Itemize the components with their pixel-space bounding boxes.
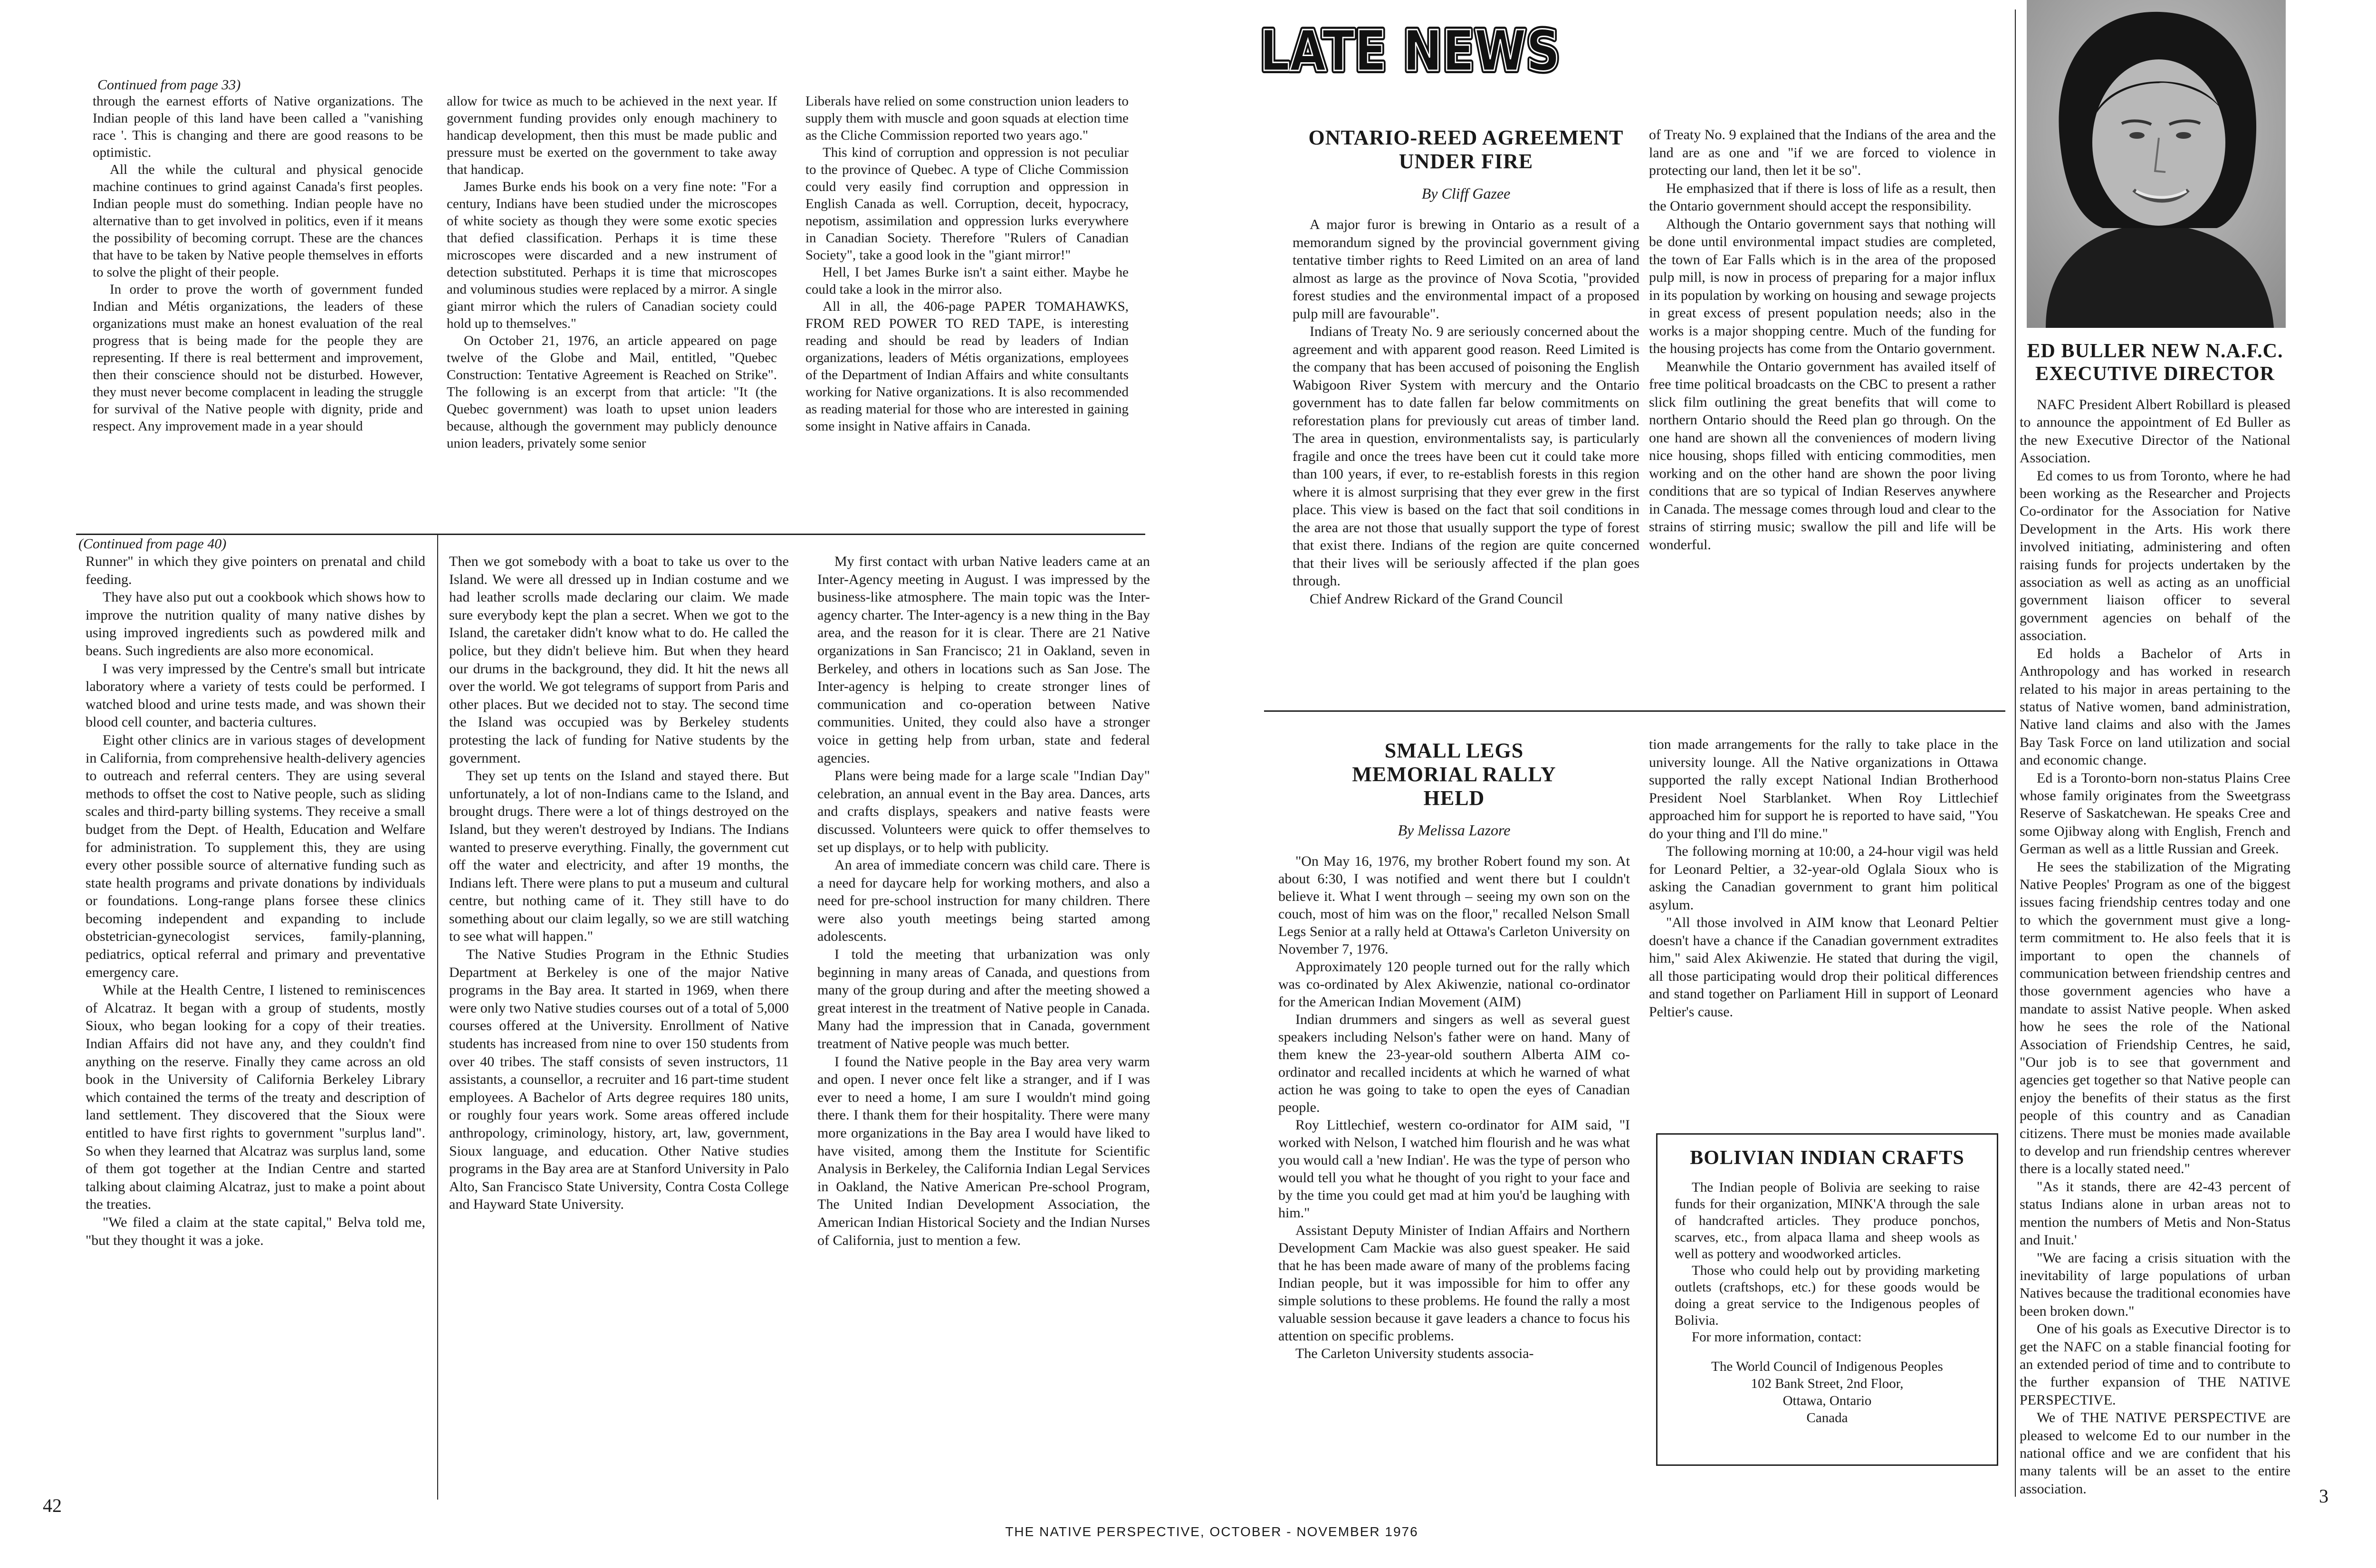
- paragraph: All the while the cultural and physical genocide machine continues to grind against Canada's first peoples. Indian people must do something. Indian people have no alternative than to get involved in politics, even if it means the possibility of becoming corrupt. These are the chances that have to be taken by Native people themselves in efforts to solve the plight of their people.: [93, 162, 423, 280]
- column-rule: [2015, 10, 2016, 1497]
- paragraph: One of his goals as Executive Director is to get the NAFC on a stable financial footing for an extended period of time and to contribute to the further expansion of THE NATIVE PERSPECTIVE.: [2020, 1321, 2290, 1408]
- headline: ED BULLER NEW N.A.F.C. EXECUTIVE DIRECTOR: [2027, 340, 2283, 385]
- article-ontario-reed: [1293, 126, 1639, 608]
- paragraph: tion made arrangements for the rally to take place in the university lounge. All the Native organizations in Ottawa supported the rally except National Indian Brotherhood President Noel Starblanket. When Roy Littlechief approached him for support he is reported to have said, "You do your thing and I'll do mine.": [1649, 736, 1998, 841]
- svg-text:LATE NEWS: LATE NEWS: [1260, 19, 1560, 81]
- article-column: [1293, 216, 1639, 608]
- article-column: [805, 93, 1129, 435]
- article-column: [1649, 126, 1996, 554]
- paragraph: Ed comes to us from Toronto, where he had been working as the Researcher and Projects Co-ordinator for the Association for Native Development in the Arts. His work there involved initiating, administering and often raising funds for projects undertaken by the association as well as acting as an unofficial government liaison officer to several government agencies on behalf of the association.: [2020, 468, 2290, 644]
- section-divider: [76, 534, 1145, 535]
- paragraph: I told the meeting that urbanization was only beginning in many areas of Canada, and questions from many of the group during and after the meeting showed a great interest in the treatment of Native people in Canada. Many had the impression that in Canada, government treatment of Native people was much better.: [817, 947, 1150, 1052]
- headline: SMALL LEGS MEMORIAL RALLY HELD: [1352, 739, 1556, 810]
- article-column: [447, 93, 777, 452]
- paragraph: The Indian people of Bolivia are seeking to raise funds for their organization, MINK'A through the sale of handcrafted articles. They produce ponchos, scarves, etc., from alpaca llama and sheep wools as well as pottery and woodworked articles.: [1675, 1180, 1980, 1262]
- section-divider: [1264, 710, 2005, 712]
- address-line: Canada: [1806, 1410, 1848, 1425]
- paragraph: "As it stands, there are 42-43 percent of status Indians alone in urban areas not to mention the numbers of Metis and Non-Status and Inuit.': [2020, 1178, 2290, 1248]
- continued-note: Continued from page 33): [97, 77, 241, 93]
- paragraph: Approximately 120 people turned out for the rally which was co-ordinated by Alex Akiwenzie, national co-ordinator for the American Indian Movement (AIM): [1278, 959, 1630, 1010]
- svg-text:LATE NEWS: LATE NEWS: [1260, 19, 1560, 81]
- paragraph: Hell, I bet James Burke isn't a saint either. Maybe he could take a look in the mirror also.: [805, 265, 1129, 297]
- paragraph: James Burke ends his book on a very fine note: "For a century, Indians have been studied under the microscopes of white society as though they were some exotic species that defied classification. Perhaps it is time these microscopes were discarded and a new instrument of detection substituted. Perhaps it is time that microscopes and voluminous studies were replaced by a mirror. A single giant mirror which the rulers of Canadian society could hold up to themselves.": [447, 179, 777, 331]
- paragraph: Indians of Treaty No. 9 are seriously concerned about the agreement and with apparent good reason. Reed Limited is the company that has been accused of poisoning the English Wabigoon River System with mercury and the Ontario government has to date fallen far below commitments on reforestation plans for previously cut areas of timber land. The area in question, environmentalists say, is particularly fragile and once the trees have been cut it could take more than 100 years, if ever, to re-establish forests in this region where it is almost surprising that they ever grew in the first place. This view is based on the fact that soil conditions in the area are not those that usually support the type of forest that exist there. Indians of the region are quite concerned that their lives will be seriously affected if the plan goes through.: [1293, 324, 1639, 589]
- paragraph: Assistant Deputy Minister of Indian Affairs and Northern Development Cam Mackie was also guest speaker. He said that he has been made aware of many of the problems facing Indian people, but it was impossible for him to offer any simple solutions to these problems. He found the rally a most valuable session because it gave leaders a chance to focus his attention on specific problems.: [1278, 1223, 1630, 1344]
- paragraph: Roy Littlechief, western co-ordinator for AIM said, "I worked with Nelson, I watched him flourish and he was what you would call a 'new Indian'. He was the type of person who would tell you what he thought of you right to your face and by the time you could get mad at him you'd be laughing with him.": [1278, 1117, 1630, 1221]
- article-ed-buller: [2020, 340, 2290, 1498]
- paragraph: They set up tents on the Island and stayed there. But unfortunately, a lot of non-Indians came to the Island, and brought drugs. There were a lot of things destroyed on the Island, but they weren't destroyed by Indians. The Indians wanted to preserve everything. Finally, the government cut off the water and electricity, and after 19 months, the Indians left. There were plans to put a museum and cultural centre, but nothing came of it. They still have to do something about our claim legally, so we are still watching to see what will happen.": [449, 768, 789, 945]
- paragraph: On October 21, 1976, an article appeared on page twelve of the Globe and Mail, entitled, "Quebec Construction: Tentative Agreement is Reached on Strike". The following is an excerpt from that article: "It (the Quebec government) was loath to upset union leaders because, although the government may publicly denounce union leaders, privately some senior: [447, 333, 777, 451]
- paragraph: "On May 16, 1976, my brother Robert found my son. At about 6:30, I was notified and went there but I couldn't believe it. What I went through – seeing my own son on the couch, most of him was on the floor," recalled Nelson Small Legs Senior at a rally held at Ottawa's Carleton University on November 7, 1976.: [1278, 853, 1630, 957]
- address-line: The World Council of Indigenous Peoples: [1711, 1359, 1943, 1374]
- address-line: Ottawa, Ontario: [1782, 1393, 1872, 1408]
- page-number: 3: [2319, 1485, 2328, 1507]
- paragraph: allow for twice as much to be achieved in the next year. If government funding provides only enough machinery to handicap development, then this must be made public and pressure must be exerted on the government to take away that handicap.: [447, 94, 777, 177]
- byline: By Cliff Gazee: [1421, 185, 1511, 202]
- publication-footer: THE NATIVE PERSPECTIVE, OCTOBER - NOVEMBER 1976: [1005, 1524, 1418, 1539]
- paragraph: Plans were being made for a large scale "Indian Day" celebration, an annual event in the Bay area. Dances, arts and crafts displays, speakers and native feasts were discussed. Volunteers were quick to offer themselves to set up displays, or to help with publicity.: [817, 768, 1150, 855]
- continued-note: (Continued from page 40): [78, 536, 227, 552]
- paragraph: Indian drummers and singers as well as several guest speakers including Nelson's father were on hand. Many of them knew the 23-year-old southern Alberta AIM co-ordinator and recalled incidents at which he warned of what action he was going to take to open the eyes of Canadian people.: [1278, 1012, 1630, 1115]
- paragraph: The Native Studies Program in the Ethnic Studies Department at Berkeley is one of the major Native programs in the Bay area. It started in 1969, when there were only two Native studies courses out of a total of 5,000 courses offered at the University. Enrollment of Native students has increased from nine to over 150 students from over 40 tribes. The staff consists of seven instructors, 11 assistants, a counsellor, a recruiter and 16 part-time student employees. A Bachelor of Arts degree requires 180 units, or roughly four years work. Some areas offered include anthropology, criminology, history, art, law, government, Sioux language, and education. Other Native studies programs in the Bay area are at Stanford University in Palo Alto, San Francisco State University, Contra Costa College and Hayward State University.: [449, 947, 789, 1213]
- paragraph: This kind of corruption and oppression is not peculiar to the province of Quebec. A type of Cliche Commission could very easily find corruption and oppression in English Canada as well. Corruption, deceit, hypocracy, nepotism, assimilation and oppression lurks everywhere in Canadian Society. Therefore "Rulers of Canadian Society", take a good look in the "giant mirror!": [805, 145, 1129, 263]
- column-rule: [437, 535, 438, 1500]
- article-column: [2020, 396, 2290, 1498]
- paragraph: He emphasized that if there is loss of life as a result, then the Ontario government should accept the responsibility.: [1649, 180, 1996, 214]
- late-news-logo: [1257, 19, 1566, 81]
- paragraph: Chief Andrew Rickard of the Grand Council: [1310, 591, 1563, 607]
- paragraph: Ed holds a Bachelor of Arts in Anthropology and has worked in research related to his major in areas pertaining to the status of Native women, band administration, Native land claims and also with the James Bay Task Force on land utilization and social and economic change.: [2020, 645, 2290, 768]
- article-column: [1278, 852, 1630, 1362]
- paragraph: of Treaty No. 9 explained that the Indians of the area and the land are as one and "if we are forced to violence in protecting our land, then let it be so".: [1649, 127, 1996, 178]
- page-number: 42: [43, 1495, 62, 1516]
- paragraph: He sees the stabilization of the Migrating Native Peoples' Program as one of the biggest issues facing friendship centres today and one to which the government must give a long-term commitment to. He also feels that it is important to open the channels of communication between friendship centres and those government agencies who have a mandate to assist Native people. When asked how he sees the role of the National Association of Friendship Centres, he said, "Our job is to see that government and agencies get together so that Native people can enjoy the benefits of their status as the first people of this country and as Canadian citizens. There must be monies made available to develop and run friendship centres wherever there is a locally stated need.": [2020, 859, 2290, 1177]
- paragraph: "All those involved in AIM know that Leonard Peltier doesn't have a chance if the Canadian government extradites him," said Alex Akiwenzie. He stated that during the vigil, all those participating would drop their political differences and stand together on Parliament Hill in support of Leonard Peltier's cause.: [1649, 915, 1998, 1020]
- paragraph: We of THE NATIVE PERSPECTIVE are pleased to welcome Ed to our number in the national office and we are confident that his many talents will be an asset to the entire association.: [2020, 1410, 2290, 1497]
- paragraph: A major furor is brewing in Ontario as a result of a memorandum signed by the provincial government giving tentative timber rights to Reed Limited on an area of land almost as large as the province of Nova Scotia, "provided forest studies and the environmental impact of a proposed pulp mill are favourable".: [1293, 217, 1639, 322]
- paragraph: NAFC President Albert Robillard is pleased to announce the appointment of Ed Buller as the new Executive Director of the National Association.: [2020, 397, 2290, 466]
- paragraph: "We filed a claim at the state capital," Belva told me, "but they thought it was a joke.: [86, 1214, 425, 1248]
- paragraph: While at the Health Centre, I listened to reminiscences of Alcatraz. It began with a group of students, mostly Sioux, who began looking for a copy of their treaties. Indian Affairs did not have any, and they couldn't find anything on the reserve. Finally they came across an old book in the University of California Berkeley Library which contained the terms of the treaty and description of land settlement. They discovered that the Sioux were entitled to have first rights to government "surplus land". So when they learned that Alcatraz was surplus land, some of them got together at the Indian Centre and started talking about claiming Alcatraz, just to make a point about the treaties.: [86, 982, 425, 1213]
- article-column: [1649, 736, 1998, 1021]
- paragraph: In order to prove the worth of government funded Indian and Métis organizations, the leaders of these organizations must make an honest evaluation of the real progress that is being made for the people they are representing. If there is real betterment and improvement, then their conscience should not be disturbed. However, they must never become complacent in leading the struggle for survival of the Native people with dignity, pride and respect. Any improvement made in a year should: [93, 282, 423, 434]
- paragraph: Then we got somebody with a boat to take us over to the Island. We were all dressed up in Indian costume and we had leather scrolls made declaring our claim. We made sure everybody kept the plan a secret. When we got to the Island, the caretaker didn't know what to do. He called the police, but they didn't believe him. But when they heard our drums in the background, they did. It hit the news all over the world. We got telegrams of support from Paris and other places. But we decided not to stay. The second time the Island was occupied was by Berkeley students protesting the lack of funding for Native students by the government.: [449, 554, 789, 766]
- contact-address: [1675, 1358, 1980, 1426]
- article-column: [86, 553, 425, 1249]
- bolivian-crafts-box: [1656, 1133, 1998, 1466]
- paragraph: All in all, the 406-page PAPER TOMAHAWKS, FROM RED POWER TO RED TAPE, is interesting reading and should be read by leaders of Indian organizations, leaders of Métis organizations, employees of the Department of Indian Affairs and white consultants working for Native organizations. It is also recommended as reading material for those who are interested in gaining some insight in Native affairs in Canada.: [805, 299, 1129, 434]
- paragraph: Meanwhile the Ontario government has availed itself of free time political broadcasts on the CBC to present a rather slick film outlining the great benefits that will come to northern Ontario should the Reed plan go through. On the one hand are shown all the conveniences of modern living nice housing, shops filled with enticing commodities, men working and on the other hand are shown the poor living conditions that are so typical of Indian Reserves anywhere in Canada. The message comes through loud and clear to the strains of stirring music; swallow the pill and life will be wonderful.: [1649, 358, 1996, 553]
- paragraph: through the earnest efforts of Native organizations. The Indian people of this land have been called a "vanishing race '. This is changing and there are good reasons to be optimistic.: [93, 94, 423, 160]
- paragraph: The following morning at 10:00, a 24-hour vigil was held for Leonard Peltier, a 32-year-old Oglala Sioux who is asking the Canadian government to grant him political asylum.: [1649, 843, 1998, 913]
- address-line: 102 Bank Street, 2nd Floor,: [1751, 1376, 1904, 1391]
- paragraph: An area of immediate concern was child care. There is a need for daycare help for working mothers, and also a need for pre-school instruction for many children. There were also youth meetings being started among adolescents.: [817, 857, 1150, 945]
- paragraph: They have also put out a cookbook which shows how to improve the nutrition quality of many native dishes by using improved ingredients such as powdered milk and beans. Such ingredients are also more economical.: [86, 589, 425, 659]
- headline: BOLIVIAN INDIAN CRAFTS: [1690, 1147, 1964, 1169]
- article-column: [93, 93, 423, 435]
- paragraph: Those who could help out by providing marketing outlets (craftshops, etc.) for these goods would be doing a great service to the Indigenous peoples of Bolivia.: [1675, 1263, 1980, 1328]
- paragraph: I found the Native people in the Bay area very warm and open. I never once felt like a stranger, and if I was ever to need a home, I am sure I wouldn't mind going there. I thank them for their hospitality. There were many more organizations in the Bay area I would have liked to have visited, among them the Institute for Scientific Analysis in Berkeley, the California Indian Legal Services in Oakland, the Native American Pre-school Program, The United Indian Development Association, the American Indian Historical Society and the Indian Nurses of California, just to mention a few.: [817, 1053, 1150, 1248]
- article-column: [817, 553, 1150, 1249]
- paragraph: My first contact with urban Native leaders came at an Inter-Agency meeting in August. I was impressed by the business-like atmosphere. The main topic was the Inter-agency charter. The Inter-agency is a new thing in the Bay area, and the reason for it is clear. There are 21 Native organizations in San Francisco; 21 in Oakland, seven in Berkeley, and others in locations such as San Jose. The Inter-agency is helping to create stronger lines of communication and co-operation between Native communities. United, they could also have a stronger voice in getting help from urban, state and federal agencies.: [817, 554, 1150, 766]
- article-small-legs: [1278, 739, 1630, 1362]
- paragraph: Liberals have relied on some construction union leaders to supply them with muscle and goon squads at election time as the Cliche Commission reported two years ago.": [805, 94, 1129, 143]
- paragraph: Eight other clinics are in various stages of development in California, from comprehensive health-delivery agencies to outreach and referral centers. They are using several methods to offset the cost to Native people, such as sliding scales and third-party billing systems. They receive a small budget from the Dept. of Health, Education and Welfare for administration. To supplement this, they are using every other possible source of alternative funding such as state health programs and private donations by individuals or foundations. Long-range plans forsee these clinics becoming independent and expanding to include obstetrician-gynecologist services, family-planning, pediatrics, optical referral and primary and preventative emergency care.: [86, 732, 425, 980]
- paragraph: Runner" in which they give pointers on prenatal and child feeding.: [86, 554, 425, 587]
- paragraph: I was very impressed by the Centre's small but intricate laboratory where a variety of tests could be performed. I watched blood and urine tests made, and was shown their blood cell counter, and bacteria cultures.: [86, 660, 425, 730]
- paragraph: The Carleton University students associa-: [1295, 1346, 1534, 1361]
- portrait-photo: [2027, 0, 2286, 328]
- paragraph: For more information, contact:: [1692, 1329, 1862, 1345]
- headline: ONTARIO-REED AGREEMENT UNDER FIRE: [1308, 126, 1624, 173]
- box-body: [1675, 1179, 1980, 1346]
- byline: By Melissa Lazore: [1398, 822, 1511, 839]
- paragraph: Although the Ontario government says that nothing will be done until environmental impact studies are completed, the town of Ear Falls which is in the area of the proposed pulp mill, is now in process of preparing for a major influx in its population by working on housing and sewage projects in great excess of present population needs; also in the works is a major shopping centre. Much of the funding for the housing projects has come from the Ontario government.: [1649, 216, 1996, 356]
- article-column: [449, 553, 789, 1214]
- svg-text:LATE NEWS: LATE NEWS: [1260, 19, 1560, 81]
- paragraph: Ed is a Toronto-born non-status Plains Cree whose family originates from the Sweetgrass Reserve of Saskatchewan. He speaks Cree and some Ojibway along with English, French and German as well as a little Russian and Greek.: [2020, 770, 2290, 857]
- right-page: [1212, 0, 2376, 1568]
- paragraph: "We are facing a crisis situation with the inevitability of large populations of urban Natives because the traditional economies have been broken down.": [2020, 1250, 2290, 1319]
